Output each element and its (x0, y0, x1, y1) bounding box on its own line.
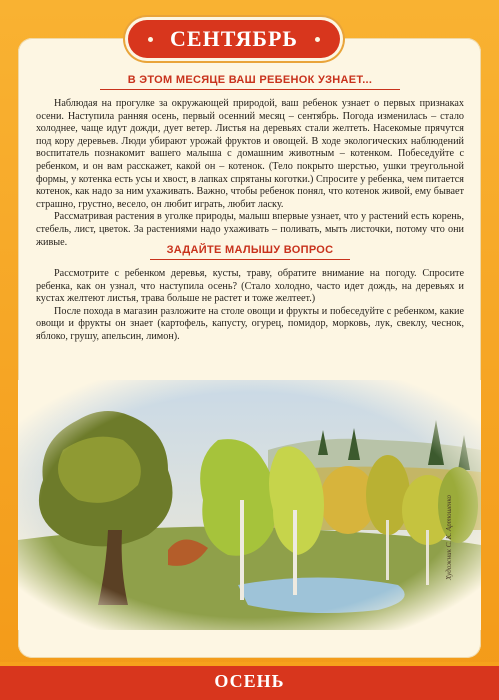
section-heading-question (50, 244, 450, 260)
badge-dot-right (315, 37, 320, 42)
section-heading-learns-text: В ЭТОМ МЕСЯЦЕ ВАШ РЕБЕНОК УЗНАЕТ... (127, 74, 373, 86)
heading-underline (100, 89, 400, 90)
illustrator-credit: Художник С. К. Артюшенко (445, 495, 453, 580)
section-body-learns (36, 98, 464, 249)
section-heading-learns (50, 74, 450, 90)
section-body-question (36, 268, 464, 344)
month-title: СЕНТЯБРЬ (170, 26, 298, 51)
season-label: ОСЕНЬ (214, 670, 285, 691)
paragraph: Наблюдая на прогулке за окружающей природой, ваш ребенок узнает о первых признаках осени. Наступила ранняя осень, первый осенний месяц – сентябрь. Погода изменилась – стало холоднее, чаще идут дожди, дует ветер. Листья на деревьях стали желтеть. Насекомые прячутся под кору деревьев. Люди убирают урожай фруктов и овощей. В ходе экологических наблюдений воспитатель познакомит вашего малыша с домашним животным – котенком. Побеседуйте с ребенком, и он вам расскажет, какой он – котенок. (Тело покрыто шерстью, ушки треугольной формы, у котенка есть усы и хвост, в лапках спрятаны коготки.) Спросите у ребенка, чем питается котенок, как надо за ним ухаживать. Важно, чтобы ребенок понял, что котенок живой, ему бывает страшно, грустно, весело, он любит играть, любит ласку. (36, 98, 464, 210)
landscape-svg (18, 380, 481, 630)
heading-underline (150, 259, 350, 260)
paragraph: Рассмотрите с ребенком деревья, кусты, траву, обратите внимание на погоду. Спросите ребенка, как он узнал, что наступила осень? (Стало холодно, часто идет дождь, на деревьях и кустах желтеют листья, трава больше не растет и тоже желтеет.) (36, 268, 464, 305)
paragraph: Рассматривая растения в уголке природы, малыш впервые узнает, что у растений есть корень, стебель, лист, цветок. За растениями надо ухаживать – поливать, мыть листочки, потому что они живые. (36, 211, 464, 248)
section-heading-question-text: ЗАДАЙТЕ МАЛЫШУ ВОПРОС (166, 244, 334, 256)
paragraph: После похода в магазин разложите на столе овощи и фрукты и побеседуйте с ребенком, какие овощи и фрукты он знает (картофель, капусту, огурец, помидор, морковь, лук, свеклу, чеснок, яблоко, грушу, апельсин, лимон). (36, 305, 464, 342)
season-footer (0, 662, 499, 700)
month-title-badge (128, 20, 340, 58)
footer-top-strip (0, 662, 499, 666)
badge-dot-left (148, 37, 153, 42)
autumn-landscape-illustration (18, 380, 481, 630)
